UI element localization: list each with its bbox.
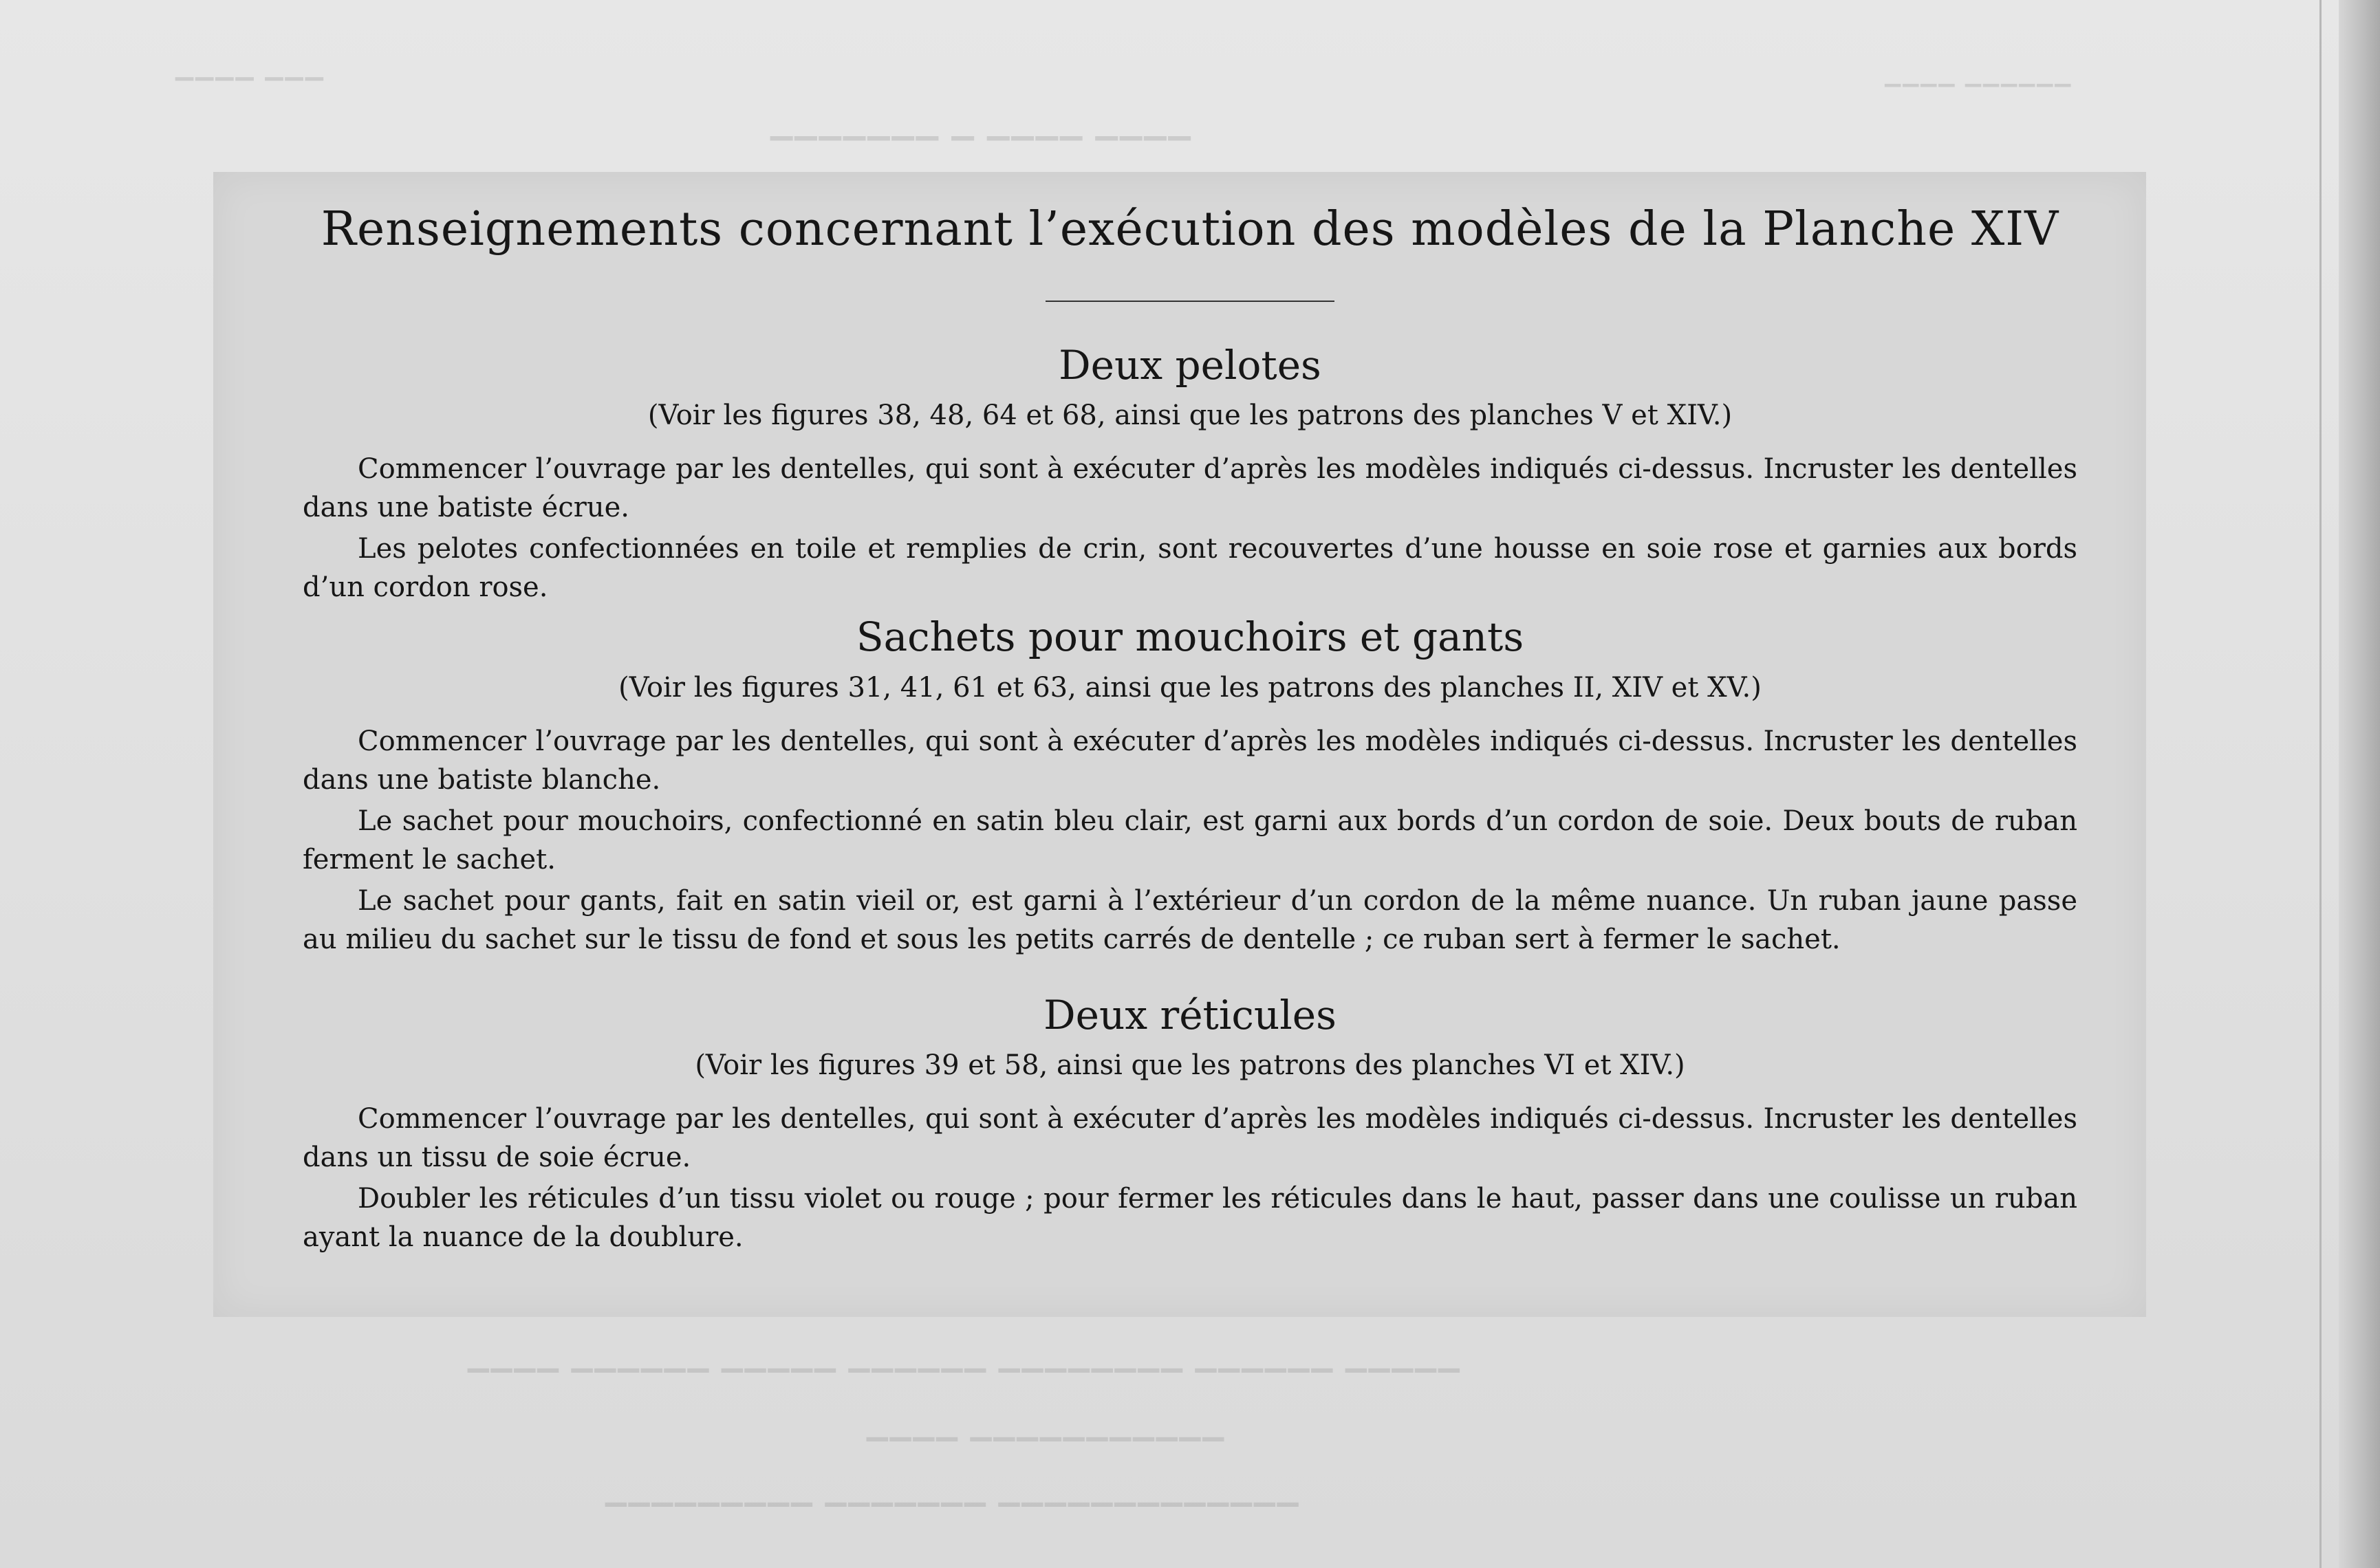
section-figure-references: (Voir les figures 31, 41, 61 et 63, ainsi que les patrons des planches II, XIV et XV.) (618, 671, 1762, 704)
section-paragraph: Commencer l’ouvrage par les dentelles, qui sont à exécuter d’après les modèles indiqués ci-dessus. Incruster les dentelles dans une batiste écrue. (303, 453, 2077, 524)
document-body (303, 189, 2077, 1289)
show-through-text: ▁▁▁▁ ▁▁▁▁▁▁ (1885, 63, 2073, 87)
section-paragraph: Le sachet pour mouchoirs, confectionné en satin bleu clair, est garni aux bords d’un cordon de soie. Deux bouts de ruban ferment le sachet. (303, 805, 2077, 875)
section-heading: Sachets pour mouchoirs et gants (856, 613, 1524, 661)
section-sachets (303, 613, 2077, 959)
show-through-text: ▁▁▁▁ ▁▁▁▁▁▁ ▁▁▁▁▁ ▁▁▁▁▁▁ ▁▁▁▁▁▁▁▁ ▁▁▁▁▁▁ ▁▁▁▁▁ (468, 1341, 1462, 1373)
section-paragraph: Doubler les réticules d’un tissu violet ou rouge ; pour fermer les réticules dans le haut, passer dans une coulisse un ruban ayant la nuance de la doublure. (303, 1183, 2077, 1254)
section-figure-references: (Voir les figures 38, 48, 64 et 68, ainsi que les patrons des planches V et XIV.) (647, 400, 1733, 432)
section-paragraph: Le sachet pour gants, fait en satin vieil or, est garni à l’extérieur d’un cordon de la même nuance. Un ruban jaune passe au milieu du sachet sur le tissu de fond et sous les petits carrés de dentelle ; ce ruban sert à fermer le sachet. (303, 884, 2077, 955)
section-paragraph: Les pelotes confectionnées en toile et remplies de crin, sont recouvertes d’une housse en soie rose et garnies aux bords d’un cordon rose. (303, 533, 2077, 604)
section-heading: Deux pelotes (1059, 341, 1321, 389)
page-gutter-line (2319, 0, 2322, 1568)
section-paragraph: Commencer l’ouvrage par les dentelles, qui sont à exécuter d’après les modèles indiqués ci-dessus. Incruster les dentelles dans une batiste blanche. (303, 725, 2077, 796)
show-through-text: ▁▁▁▁ ▁▁▁ (175, 54, 325, 81)
document-title: Renseignements concernant l’exécution des modèles de la Planche XIV (321, 202, 2059, 257)
section-figure-references: (Voir les figures 39 et 58, ainsi que les patrons des planches VI et XIV.) (695, 1049, 1685, 1082)
section-deux-pelotes (303, 342, 2077, 607)
page-edge-shadow (2339, 0, 2380, 1568)
section-deux-reticules (303, 992, 2077, 1257)
title-divider (1046, 301, 1334, 302)
show-through-text: ▁▁▁▁▁▁▁▁▁ ▁▁▁▁▁▁▁ ▁▁▁▁▁▁▁▁▁▁▁▁▁ (605, 1475, 1301, 1507)
show-through-text: ▁▁▁▁▁▁▁ ▁ ▁▁▁▁ ▁▁▁▁ (770, 107, 1193, 140)
section-paragraph: Commencer l’ouvrage par les dentelles, qui sont à exécuter d’après les modèles indiqués ci-dessus. Incruster les dentelles dans un tissu de soie écrue. (303, 1103, 2077, 1174)
section-heading: Deux réticules (1043, 991, 1337, 1038)
show-through-text: ▁▁▁▁ ▁▁▁▁▁▁▁▁▁▁▁ (867, 1410, 1226, 1441)
